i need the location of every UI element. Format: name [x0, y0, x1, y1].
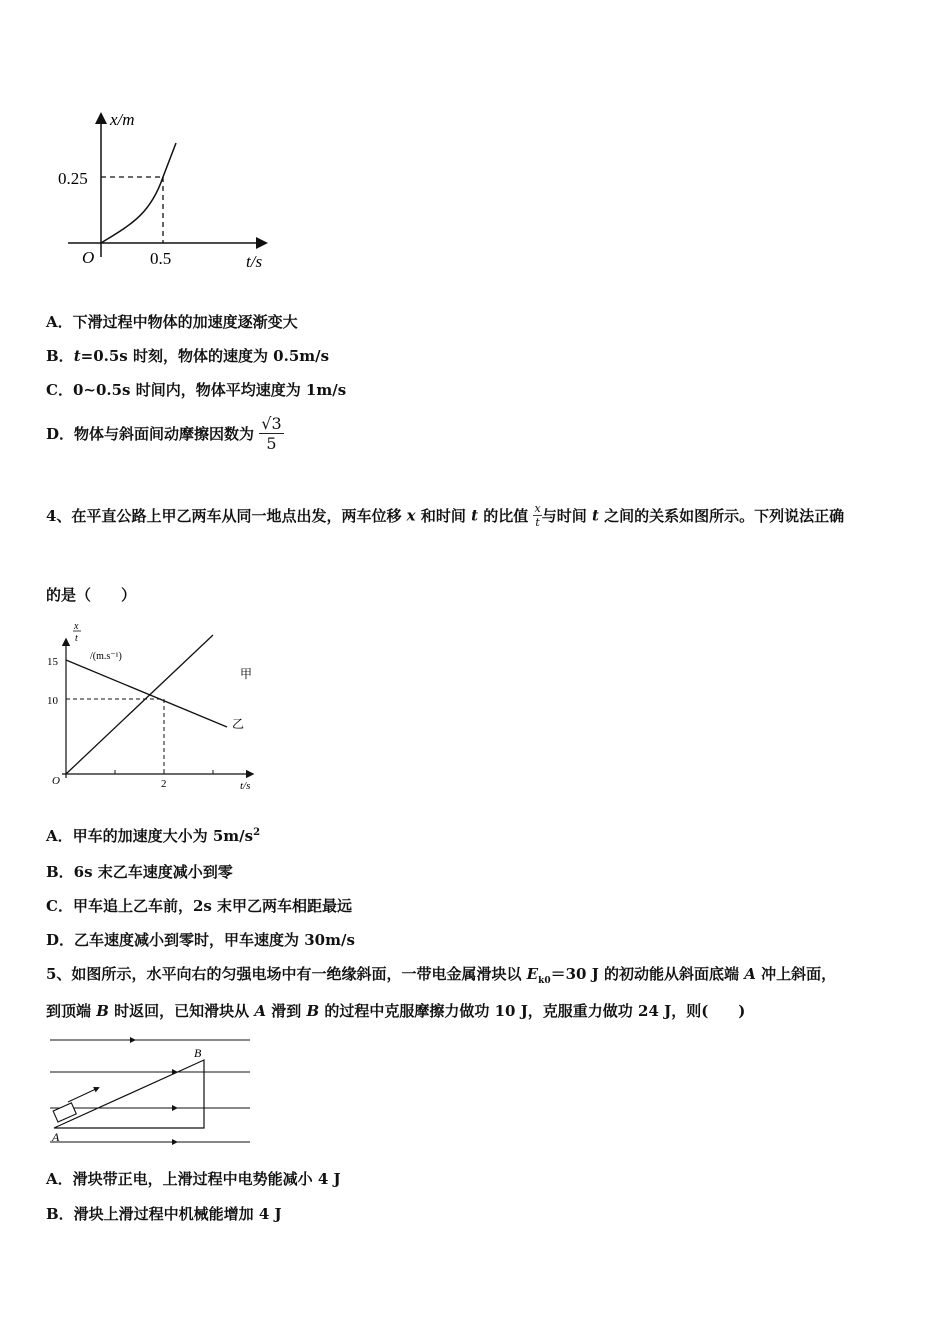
q5-option-a: A．滑块带正电，上滑过程中电势能减小 4 J: [46, 1170, 341, 1188]
label-a: A: [52, 1130, 60, 1144]
tick-label-15: 15: [47, 656, 58, 668]
incline: [54, 1060, 204, 1128]
q4-option-d: D．乙车速度减小到零时，甲车速度为 30m/s: [46, 931, 355, 949]
q3-option-b-prefix: B．: [46, 347, 74, 365]
x-over-t-fraction: [533, 502, 541, 529]
q5-stem-line1: [46, 963, 836, 986]
y-unit-label: /(m.s⁻¹): [90, 651, 122, 662]
q4-option-b: B．6s 末乙车速度减小到零: [46, 863, 233, 881]
x-axis-label: t/s: [246, 252, 263, 271]
q5-line1-b: ＝30 J 的初动能从斜面底端: [550, 965, 745, 983]
q4-stem-line1: [46, 502, 844, 529]
q3-option-b-rest: =0.5s 时刻，物体的速度为 0.5m/s: [80, 347, 330, 365]
y-label-numerator: x: [74, 621, 79, 632]
q4-option-c: C．甲车追上乙车前，2s 末甲乙两车相距最远: [46, 897, 353, 915]
q5-line2-c: 滑到: [266, 1002, 307, 1020]
q3-option-a: A．下滑过程中物体的加速度逐渐变大: [46, 313, 298, 331]
q5-line2-a: 到顶端: [46, 1002, 97, 1020]
q3-option-b: [46, 345, 329, 366]
fraction-numerator: x: [534, 502, 541, 515]
q4-stem-part3: 的比值: [478, 507, 529, 525]
q5-ek-sub: k0: [538, 976, 551, 986]
xt-ratio-graph: [40, 618, 270, 798]
y-label-denominator: t: [75, 633, 78, 644]
series-label-jia: 甲: [240, 667, 253, 681]
q4-stem-part5: 之间的关系如图所示。下列说法正确: [598, 507, 845, 525]
line-jia: [66, 635, 213, 774]
q4-stem-part4: 与时间: [541, 507, 592, 525]
velocity-arrow: [68, 1088, 98, 1102]
q3-option-d: [46, 414, 284, 453]
q4-stem-part1: 4、在平直公路上甲乙两车从同一地点出发，两车位移: [46, 507, 407, 525]
sqrt3-over-5-fraction: [259, 414, 283, 453]
y-tick-label: 0.25: [58, 169, 88, 188]
fraction-denominator: 5: [266, 434, 277, 453]
origin-label: O: [82, 248, 95, 267]
fraction-denominator: t: [535, 516, 540, 529]
tick-label-2: 2: [161, 778, 167, 790]
q4-option-a-text: A．甲车的加速度大小为 5m/s: [46, 827, 254, 845]
q5-point-b: B: [96, 1002, 109, 1020]
q5-line2-d: 的过程中克服摩擦力做功 10 J，克服重力做功 24 J，则( ): [319, 1002, 746, 1020]
series-label-yi: 乙: [232, 717, 245, 731]
incline-field-figure: [44, 1030, 264, 1150]
x-tick-label: 0.5: [150, 249, 172, 268]
y-axis-label: x/m: [110, 110, 135, 129]
q4-var-t: t: [471, 506, 479, 525]
q5-point-a-2: A: [254, 1002, 267, 1020]
xt-graph: [50, 105, 280, 275]
q4-option-a: [46, 825, 260, 846]
q4-var-x: x: [406, 506, 416, 525]
q4-var-t-2: t: [591, 506, 599, 525]
q3-option-b-var: t: [73, 347, 81, 365]
q5-point-b-2: B: [306, 1002, 320, 1020]
q5-line2-b: 时返回，已知滑块从: [108, 1002, 255, 1020]
q5-option-b: B．滑块上滑过程中机械能增加 4 J: [46, 1205, 282, 1223]
q3-option-c: C．0~0.5s 时间内，物体平均速度为 1m/s: [46, 381, 347, 399]
label-b: B: [194, 1046, 202, 1060]
tick-label-10: 10: [47, 695, 58, 707]
q5-point-a: A: [744, 965, 756, 983]
q5-line1-a: 5、如图所示，水平向右的匀强电场中有一绝缘斜面，一带电金属滑块以: [46, 965, 527, 983]
q5-ek: E: [526, 965, 539, 983]
x-axis-label: t/s: [240, 780, 251, 792]
q4-stem-line2: 的是（ ）: [46, 586, 137, 604]
q3-option-d-text: D．物体与斜面间动摩擦因数为: [46, 425, 255, 443]
displacement-curve: [101, 143, 176, 243]
line-yi: [66, 660, 227, 727]
q5-line1-c: 冲上斜面，: [755, 965, 837, 983]
fraction-numerator: √3: [261, 414, 282, 433]
q5-stem-line2: [46, 1000, 745, 1021]
q4-option-a-sup: 2: [253, 827, 261, 838]
q4-stem-part2: 和时间: [415, 507, 472, 525]
origin-label: O: [52, 775, 60, 787]
